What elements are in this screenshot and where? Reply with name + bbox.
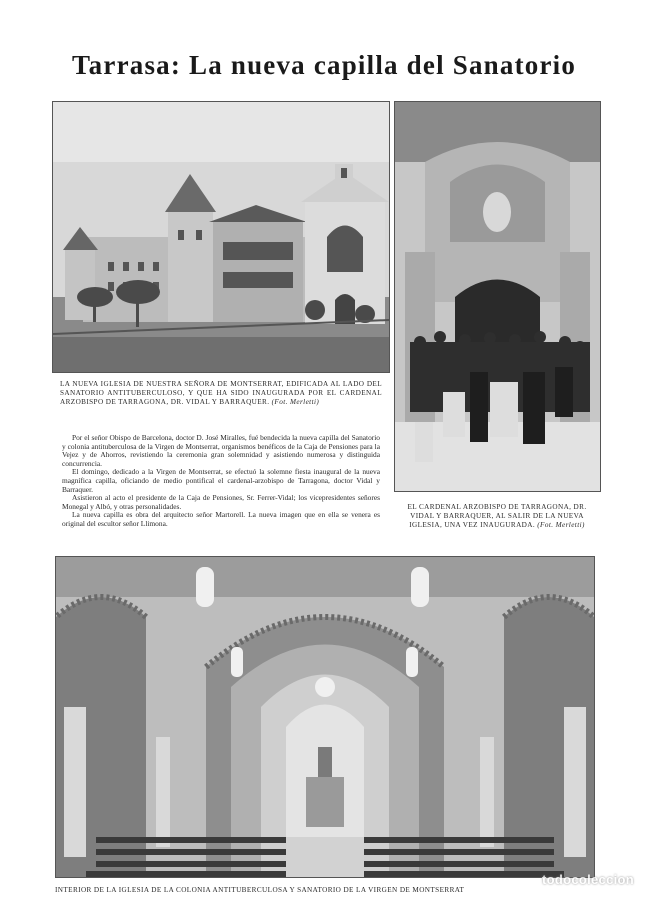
caption-interior: INTERIOR DE LA IGLESIA DE LA COLONIA ANTITUBERCULOSA Y SANATORIO DE LA VIRGEN DE MONTSERRAT [55, 886, 465, 894]
caption-cardinal [398, 503, 596, 530]
article-body [62, 434, 380, 529]
cardinal-illustration [395, 102, 600, 491]
body-paragraph: El domingo, dedicado a la Virgen de Montserrat, se efectuó la solemne fiesta inaugural de la nueva magnífica capilla, oficiando de medio pontifical el cardenal-arzobispo de Tarragona, doctor Vidal y Barraquer. [62, 467, 380, 494]
body-paragraph: La nueva capilla es obra del arquitecto señor Martorell. La nueva imagen que en ella se venera es original del escultor señor Llimona. [62, 510, 380, 528]
watermark-logo: todocoleccion [541, 872, 634, 887]
photo-exterior [52, 101, 390, 373]
interior-illustration [56, 557, 594, 877]
caption-exterior-text: LA NUEVA IGLESIA DE NUESTRA SEÑORA DE MONTSERRAT, EDIFICADA AL LADO DEL SANATORIO ANTITUBERCULOSO, Y QUE HA SIDO INAUGURADA POR EL CARDENAL ARZOBISPO DE TARRAGONA, DR. VIDAL Y BARRAQUER. [60, 380, 382, 406]
body-paragraph: Por el señor Obispo de Barcelona, doctor D. José Miralles, fué bendecida la nueva capilla del Sanatorio y colonia antituberculosa de la Virgen de Montserrat, organismos benéficos de la Caja de Pensiones para la Vejez y de Ahorros, revistiendo la ceremonia gran solemnidad y asistiendo numerosa y distinguida concurrencia. [62, 433, 380, 468]
page-title: Tarrasa: La nueva capilla del Sanatorio [71, 50, 577, 80]
caption-exterior [60, 380, 382, 407]
caption-cardinal-text: EL CARDENAL ARZOBISPO DE TARRAGONA, DR. VIDAL Y BARRAQUER, AL SALIR DE LA NUEVA IGLESIA, UNA VEZ INAUGURADA. [407, 503, 587, 529]
exterior-illustration [53, 102, 389, 372]
body-paragraph: Asistieron al acto el presidente de la Caja de Pensiones, Sr. Ferrer-Vidal; los vicepresidentes señores Monegal y Albó, y otras personalidades. [62, 493, 380, 511]
caption-cardinal-credit: (Fot. Merletti) [537, 521, 585, 529]
photo-cardinal [394, 101, 601, 492]
caption-exterior-credit: (Fot. Merletti) [271, 398, 320, 406]
photo-interior [55, 556, 595, 878]
